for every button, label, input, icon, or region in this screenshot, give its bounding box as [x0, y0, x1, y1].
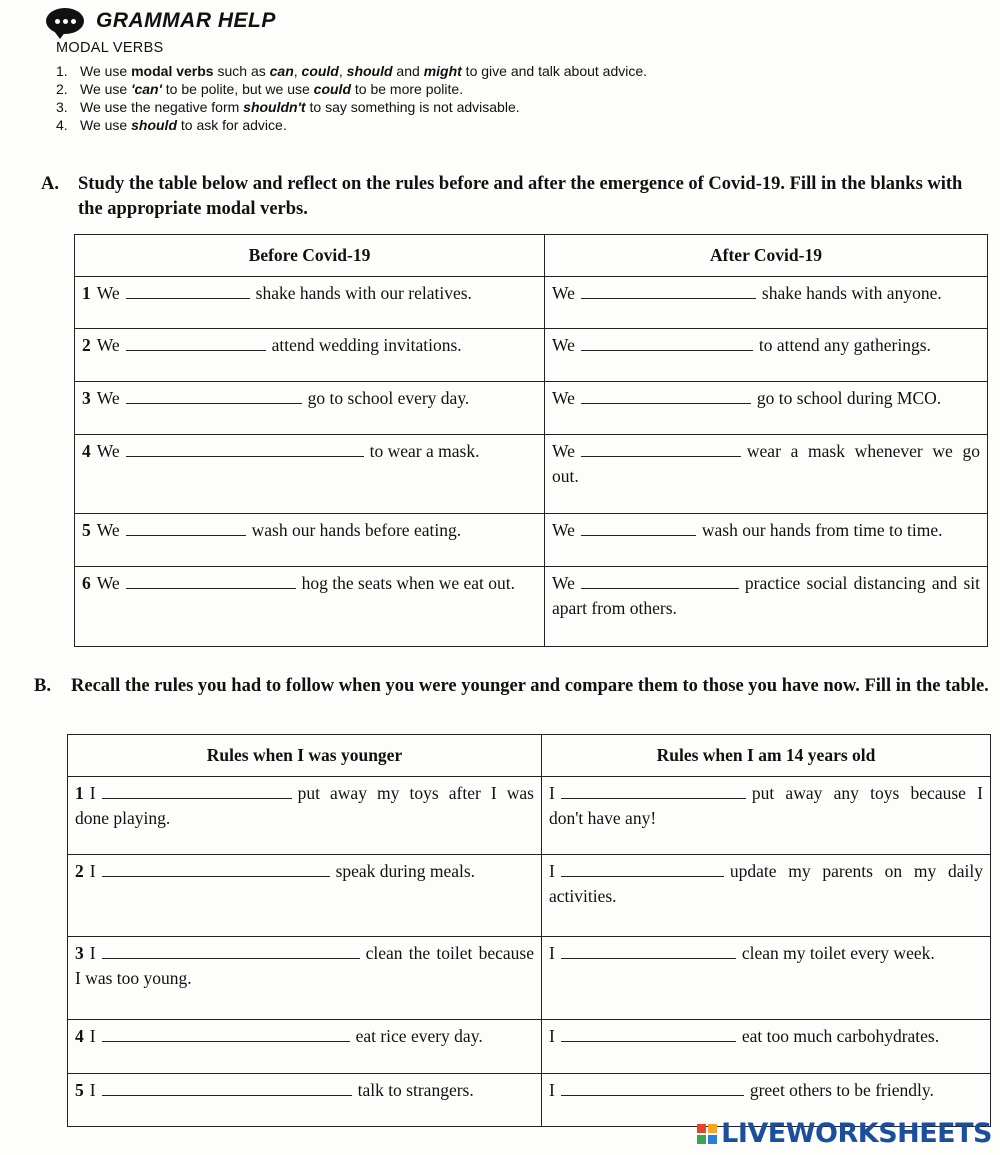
sentence-rest: put away any toys because I don't have any! [549, 783, 983, 828]
subject: I [549, 1026, 555, 1046]
table-a-header-after: After Covid-19 [545, 235, 988, 277]
table-row [68, 1020, 991, 1074]
sentence-rest: go to school every day. [307, 388, 470, 408]
answer-blank[interactable] [581, 574, 739, 589]
subject: We [552, 520, 575, 540]
table-row [75, 382, 988, 435]
answer-blank[interactable] [581, 442, 741, 457]
subject: We [96, 573, 120, 593]
subject: We [552, 573, 575, 593]
section-b-label: B. [34, 676, 51, 696]
answer-blank[interactable] [126, 521, 246, 536]
cell-after [545, 277, 988, 329]
subject: I [89, 783, 96, 803]
modal-verbs-subtitle: MODAL VERBS [56, 40, 164, 56]
row-number: 3 [82, 388, 91, 408]
sentence-rest: wash our hands before eating. [251, 520, 462, 540]
row-number: 4 [82, 441, 91, 461]
cell-after [542, 937, 991, 1020]
liveworksheets-logo [697, 1118, 992, 1149]
subject: I [549, 943, 555, 963]
subject: I [89, 1080, 96, 1100]
grammar-rule [56, 98, 776, 116]
sentence-rest: to wear a mask. [369, 441, 480, 461]
subject: We [96, 283, 120, 303]
table-row [68, 855, 991, 937]
table-row [75, 567, 988, 647]
sentence-rest: speak during meals. [335, 861, 476, 881]
table-b-header-younger: Rules when I was younger [68, 735, 542, 777]
cell-after [545, 567, 988, 647]
row-number: 6 [82, 573, 91, 593]
section-b-instruction [34, 674, 994, 699]
cell-after [542, 855, 991, 937]
cell-before [75, 567, 545, 647]
subject: We [552, 441, 575, 461]
answer-blank[interactable] [126, 574, 296, 589]
logo-grid-icon [697, 1124, 717, 1144]
subject: I [89, 861, 96, 881]
logo-square [708, 1135, 717, 1144]
rule-number: 2. [56, 81, 68, 97]
table-b-header-now: Rules when I am 14 years old [542, 735, 991, 777]
answer-blank[interactable] [102, 784, 292, 799]
sentence-rest: hog the seats when we eat out. [301, 573, 515, 593]
section-a-text: Study the table below and reflect on the rules before and after the emergence of Covid-19. Fill in the blanks with the appropriate modal verbs. [78, 174, 963, 219]
logo-text: LIVEWORKSHEETS [721, 1118, 992, 1149]
answer-blank[interactable] [561, 784, 746, 799]
grammar-rules-list [56, 62, 776, 134]
subject: I [549, 783, 555, 803]
cell-after [545, 329, 988, 382]
row-number: 1 [75, 783, 84, 803]
answer-blank[interactable] [561, 944, 736, 959]
cell-before [75, 514, 545, 567]
answer-blank[interactable] [561, 1027, 736, 1042]
answer-blank[interactable] [102, 1081, 352, 1096]
grammar-rule [56, 62, 776, 80]
sentence-rest: eat too much carbohydrates. [741, 1026, 940, 1046]
table-row [75, 435, 988, 514]
cell-before [75, 329, 545, 382]
rule-number: 4. [56, 117, 68, 133]
cell-before [68, 1074, 542, 1127]
row-number: 3 [75, 943, 84, 963]
cell-before [68, 1020, 542, 1074]
logo-square [708, 1124, 717, 1133]
table-a-header-before: Before Covid-19 [75, 235, 545, 277]
logo-square [697, 1124, 706, 1133]
answer-blank[interactable] [581, 521, 696, 536]
grammar-rule [56, 116, 776, 134]
sentence-rest: update my parents on my daily activities. [549, 861, 983, 906]
row-number: 2 [75, 861, 84, 881]
table-b [67, 734, 991, 1127]
answer-blank[interactable] [126, 442, 364, 457]
answer-blank[interactable] [102, 1027, 350, 1042]
sentence-rest: put away my toys after I was done playing. [75, 783, 534, 828]
rule-number: 1. [56, 63, 68, 79]
sentence-rest: go to school during MCO. [756, 388, 942, 408]
subject: We [96, 388, 120, 408]
answer-blank[interactable] [561, 862, 724, 877]
sentence-rest: wear a mask whenever we go out. [552, 441, 980, 486]
subject: We [96, 520, 120, 540]
cell-after [542, 777, 991, 855]
section-a-label: A. [41, 174, 59, 194]
subject: We [96, 441, 120, 461]
cell-after [545, 435, 988, 514]
speech-bubble-icon [46, 8, 84, 34]
row-number: 2 [82, 335, 91, 355]
cell-before [68, 777, 542, 855]
cell-before [68, 855, 542, 937]
subject: We [552, 283, 575, 303]
subject: I [89, 1026, 96, 1046]
sentence-rest: greet others to be friendly. [749, 1080, 934, 1100]
sentence-rest: shake hands with our relatives. [255, 283, 472, 303]
answer-blank[interactable] [581, 284, 756, 299]
rule-text: We use the negative form shouldn't to say something is not advisable. [80, 99, 520, 115]
row-number: 5 [75, 1080, 84, 1100]
subject: We [552, 388, 575, 408]
section-b-text: Recall the rules you had to follow when you were younger and compare them to those you have now. Fill in the table. [71, 676, 989, 696]
answer-blank[interactable] [126, 336, 266, 351]
answer-blank[interactable] [102, 862, 330, 877]
rule-number: 3. [56, 99, 68, 115]
grammar-rule [56, 80, 776, 98]
table-row [75, 514, 988, 567]
subject: I [549, 861, 555, 881]
sentence-rest: clean the toilet because I was too young. [75, 943, 534, 988]
answer-blank[interactable] [581, 389, 751, 404]
cell-before [68, 937, 542, 1020]
sentence-rest: attend wedding invitations. [271, 335, 462, 355]
answer-blank[interactable] [561, 1081, 744, 1096]
rule-text: We use 'can' to be polite, but we use could to be more polite. [80, 81, 464, 97]
cell-before [75, 435, 545, 514]
answer-blank[interactable] [126, 284, 250, 299]
table-row [68, 937, 991, 1020]
row-number: 1 [82, 283, 91, 303]
sentence-rest: shake hands with anyone. [761, 283, 942, 303]
subject: I [549, 1080, 555, 1100]
cell-before [75, 382, 545, 435]
sentence-rest: clean my toilet every week. [741, 943, 935, 963]
sentence-rest: to attend any gatherings. [758, 335, 931, 355]
cell-after [545, 382, 988, 435]
sentence-rest: talk to strangers. [357, 1080, 474, 1100]
table-a [74, 234, 988, 647]
table-row [68, 777, 991, 855]
cell-after [545, 514, 988, 567]
logo-square [697, 1135, 706, 1144]
table-row [75, 277, 988, 329]
subject: I [89, 943, 96, 963]
row-number: 4 [75, 1026, 84, 1046]
cell-before [75, 277, 545, 329]
section-a-instruction [41, 172, 991, 222]
sentence-rest: wash our hands from time to time. [701, 520, 943, 540]
row-number: 5 [82, 520, 91, 540]
answer-blank[interactable] [102, 944, 360, 959]
table-row [75, 329, 988, 382]
answer-blank[interactable] [581, 336, 753, 351]
rule-text: We use modal verbs such as can, could, should and might to give and talk about advice. [80, 63, 648, 79]
cell-after [542, 1020, 991, 1074]
sentence-rest: eat rice every day. [355, 1026, 483, 1046]
answer-blank[interactable] [126, 389, 302, 404]
rule-text: We use should to ask for advice. [80, 117, 287, 133]
grammar-help-header [46, 8, 276, 34]
subject: We [96, 335, 120, 355]
grammar-help-title: GRAMMAR HELP [96, 9, 276, 32]
sentence-rest: practice social distancing and sit apart from others. [552, 573, 980, 618]
subject: We [552, 335, 575, 355]
